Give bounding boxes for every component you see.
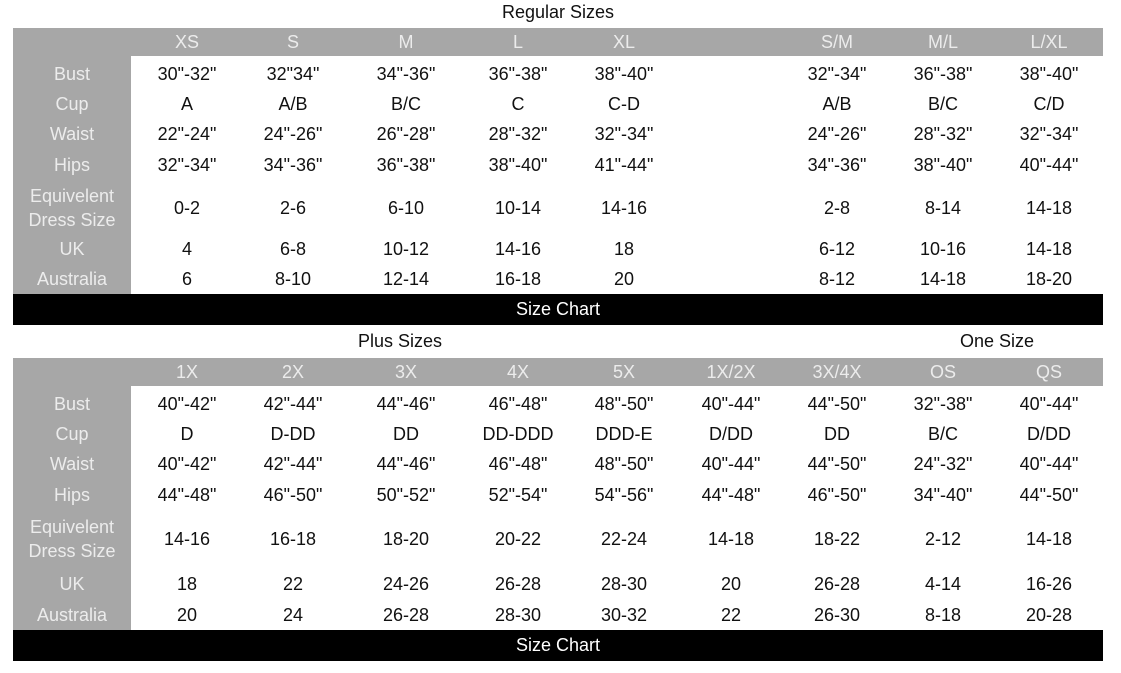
- regular-table-cell: 0-2: [173, 198, 200, 218]
- regular-table-cell: [679, 183, 783, 233]
- plus-row-label: Australia: [36, 605, 108, 625]
- regular-table-cell: 20: [613, 269, 635, 289]
- plus-table-cell: B/C: [927, 424, 958, 444]
- regular-table-cell: 10-16: [919, 239, 967, 259]
- regular-row-label: UK: [59, 239, 85, 259]
- regular-table-cell: [679, 89, 783, 119]
- regular-size-header: L: [512, 32, 523, 52]
- regular-table-cell: 18-20: [1025, 269, 1073, 289]
- plus-table-cell: 2-12: [924, 529, 962, 549]
- regular-table-cell: 4: [181, 239, 192, 259]
- plus-table-cell: 46"-48": [488, 394, 548, 414]
- plus-size-header: 1X/2X: [706, 362, 756, 382]
- regular-table-cell: A/B: [822, 94, 852, 114]
- plus-table-cell: DD-DDD: [482, 424, 554, 444]
- regular-table-cell: 34"-36": [263, 155, 323, 175]
- plus-size-header: 4X: [506, 362, 530, 382]
- plus-table-cell: D-DD: [270, 424, 316, 444]
- regular-row-label: Cup: [55, 94, 89, 114]
- regular-table-cell: 38"-40": [913, 155, 973, 175]
- plus-table-cell: 42"-44": [263, 454, 323, 474]
- plus-table-cell: 26-28: [382, 605, 430, 625]
- regular-table-cell: 26"-28": [376, 124, 436, 144]
- regular-table-cell: [679, 59, 783, 89]
- plus-table-cell: 14-16: [163, 529, 211, 549]
- plus-table-cell: 46"-50": [263, 485, 323, 505]
- regular-table-cell: 32"34": [266, 64, 320, 84]
- plus-table-cell: 40"-44": [701, 394, 761, 414]
- regular-table-cell: 10-12: [382, 239, 430, 259]
- regular-table-cell: [679, 264, 783, 294]
- plus-table-cell: 24-26: [382, 574, 430, 594]
- plus-row-label: UK: [59, 574, 85, 594]
- plus-size-header: QS: [1035, 362, 1062, 382]
- plus-row-label: Cup: [55, 424, 89, 444]
- regular-row-label: Waist: [49, 124, 95, 144]
- plus-table-cell: 46"-50": [807, 485, 867, 505]
- plus-table-cell: 22-24: [600, 529, 648, 549]
- plus-table-cell: 24: [282, 605, 304, 625]
- plus-table-cell: 44"-50": [807, 454, 867, 474]
- plus-table-cell: DD: [824, 424, 850, 444]
- regular-table-cell: 36"-38": [488, 64, 548, 84]
- regular-table-cell: B/C: [927, 94, 958, 114]
- plus-size-header: 3X/4X: [812, 362, 862, 382]
- regular-table-cell: C-D: [608, 94, 640, 114]
- plus-row-label: Bust: [53, 394, 91, 414]
- plus-table-cell: 18-20: [382, 529, 430, 549]
- regular-table-cell: 8-10: [274, 269, 312, 289]
- regular-table-cell: 2-6: [279, 198, 306, 218]
- regular-table-cell: 36"-38": [376, 155, 436, 175]
- regular-table-cell: 12-14: [382, 269, 430, 289]
- regular-table-cell: 32"-34": [1019, 124, 1079, 144]
- regular-sizes-title: Regular Sizes: [501, 2, 615, 22]
- regular-table-cell: 40"-44": [1019, 155, 1079, 175]
- regular-table-cell: [679, 119, 783, 149]
- plus-table-cell: 52"-54": [488, 485, 548, 505]
- regular-table-cell: 14-16: [494, 239, 542, 259]
- plus-table-cell: D: [180, 424, 194, 444]
- regular-row-label: Hips: [53, 155, 90, 175]
- regular-size-header: XS: [174, 32, 199, 52]
- regular-size-header: S: [286, 32, 299, 52]
- plus-table-cell: 20: [720, 574, 742, 594]
- plus-row-label: Hips: [53, 485, 90, 505]
- regular-table-cell: 14-18: [919, 269, 967, 289]
- plus-size-header: 2X: [281, 362, 305, 382]
- plus-table-cell: 28-30: [494, 605, 542, 625]
- regular-table-cell: [679, 234, 783, 264]
- regular-table-cell: 32"-34": [157, 155, 217, 175]
- regular-table-cell: 14-18: [1025, 239, 1073, 259]
- regular-table-cell: 28"-32": [913, 124, 973, 144]
- regular-table-cell: 14-16: [600, 198, 648, 218]
- plus-table-cell: 50"-52": [376, 485, 436, 505]
- plus-table-cell: 4-14: [924, 574, 962, 594]
- plus-row-label: Waist: [49, 454, 95, 474]
- plus-table-cell: 16-18: [269, 529, 317, 549]
- regular-table-cell: 14-18: [1025, 198, 1073, 218]
- regular-table-cell: 22"-24": [157, 124, 217, 144]
- regular-table-cell: B/C: [390, 94, 421, 114]
- plus-table-cell: 40"-44": [1019, 454, 1079, 474]
- regular-row-label: Bust: [53, 64, 91, 84]
- plus-table-cell: DD: [393, 424, 419, 444]
- plus-size-header: 3X: [394, 362, 418, 382]
- plus-table-cell: 20-28: [1025, 605, 1073, 625]
- plus-table-cell: 18-22: [813, 529, 861, 549]
- regular-table-cell: A/B: [278, 94, 308, 114]
- plus-table-cell: 8-18: [924, 605, 962, 625]
- regular-size-header: S/M: [820, 32, 853, 52]
- plus-table-cell: 26-28: [813, 574, 861, 594]
- plus-table-cell: 54"-56": [594, 485, 654, 505]
- regular-table-cell: 38"-40": [488, 155, 548, 175]
- plus-table-cell: 26-28: [494, 574, 542, 594]
- plus-table-cell: 14-18: [707, 529, 755, 549]
- plus-table-cell: 22: [282, 574, 304, 594]
- plus-table-cell: 44"-48": [157, 485, 217, 505]
- plus-table-cell: 28-30: [600, 574, 648, 594]
- plus-table-cell: 48"-50": [594, 454, 654, 474]
- plus-table-cell: 40"-44": [701, 454, 761, 474]
- regular-table-cell: 32"-34": [807, 64, 867, 84]
- regular-table-cell: C: [511, 94, 525, 114]
- regular-table-cell: 34"-36": [807, 155, 867, 175]
- plus-table-cell: 44"-50": [807, 394, 867, 414]
- plus-table-cell: 40"-44": [1019, 394, 1079, 414]
- plus-table-cell: 44"-50": [1019, 485, 1079, 505]
- regular-table-cell: C/D: [1033, 94, 1065, 114]
- regular-table-cell: 8-12: [818, 269, 856, 289]
- regular-size-chart-footer: Size Chart: [13, 294, 1103, 325]
- regular-size-header: M: [398, 32, 414, 52]
- regular-size-header: M/L: [927, 32, 958, 52]
- regular-table-cell: 34"-36": [376, 64, 436, 84]
- regular-table-cell: 28"-32": [488, 124, 548, 144]
- regular-table-cell: 6-8: [279, 239, 306, 259]
- plus-table-cell: D/DD: [1027, 424, 1071, 444]
- regular-size-header: L/XL: [1030, 32, 1068, 52]
- regular-size-header: XL: [612, 32, 636, 52]
- regular-table-cell: 36"-38": [913, 64, 973, 84]
- plus-table-cell: 40"-42": [157, 394, 217, 414]
- plus-table-cell: 24"-32": [913, 454, 973, 474]
- regular-table-cell: 41"-44": [594, 155, 654, 175]
- one-size-title: One Size: [959, 331, 1035, 351]
- plus-table-cell: 34"-40": [913, 485, 973, 505]
- plus-table-cell: 18: [176, 574, 198, 594]
- plus-table-cell: 26-30: [813, 605, 861, 625]
- plus-size-header: 1X: [175, 362, 199, 382]
- plus-size-chart-footer: Size Chart: [13, 630, 1103, 661]
- plus-table-cell: 20-22: [494, 529, 542, 549]
- plus-table-cell: 14-18: [1025, 529, 1073, 549]
- regular-row-label: Australia: [36, 269, 108, 289]
- plus-size-header: OS: [929, 362, 956, 382]
- plus-table-cell: 42"-44": [263, 394, 323, 414]
- regular-table-cell: 8-14: [924, 198, 962, 218]
- plus-table-cell: 30-32: [600, 605, 648, 625]
- plus-table-cell: 46"-48": [488, 454, 548, 474]
- regular-table-cell: 24"-26": [807, 124, 867, 144]
- plus-table-cell: 44"-48": [701, 485, 761, 505]
- regular-table-cell: 38"-40": [1019, 64, 1079, 84]
- plus-table-cell: 22: [720, 605, 742, 625]
- plus-table-cell: 16-26: [1025, 574, 1073, 594]
- regular-table-cell: 10-14: [494, 198, 542, 218]
- regular-table-cell: 38"-40": [594, 64, 654, 84]
- plus-sizes-title: Plus Sizes: [357, 331, 443, 351]
- regular-row-label: Equivelent Dress Size: [28, 186, 116, 230]
- regular-table-cell: 24"-26": [263, 124, 323, 144]
- plus-table-cell: 44"-46": [376, 454, 436, 474]
- plus-table-cell: 44"-46": [376, 394, 436, 414]
- regular-table-cell: 6-10: [387, 198, 425, 218]
- plus-table-cell: DDD-E: [595, 424, 653, 444]
- plus-table-cell: 40"-42": [157, 454, 217, 474]
- regular-table-cell: 6-12: [818, 239, 856, 259]
- plus-table-cell: 20: [176, 605, 198, 625]
- plus-size-header: 5X: [612, 362, 636, 382]
- regular-table-cell: 16-18: [494, 269, 542, 289]
- regular-table-cell: 32"-34": [594, 124, 654, 144]
- regular-table-cell: 6: [181, 269, 192, 289]
- plus-table-cell: D/DD: [709, 424, 753, 444]
- regular-table-cell: 30"-32": [157, 64, 217, 84]
- regular-table-cell: [679, 150, 783, 180]
- plus-table-cell: 48"-50": [594, 394, 654, 414]
- plus-table-cell: 32"-38": [913, 394, 973, 414]
- regular-table-cell: A: [180, 94, 193, 114]
- plus-row-label: Equivelent Dress Size: [28, 517, 116, 561]
- regular-table-cell: 18: [613, 239, 635, 259]
- regular-table-cell: 2-8: [823, 198, 850, 218]
